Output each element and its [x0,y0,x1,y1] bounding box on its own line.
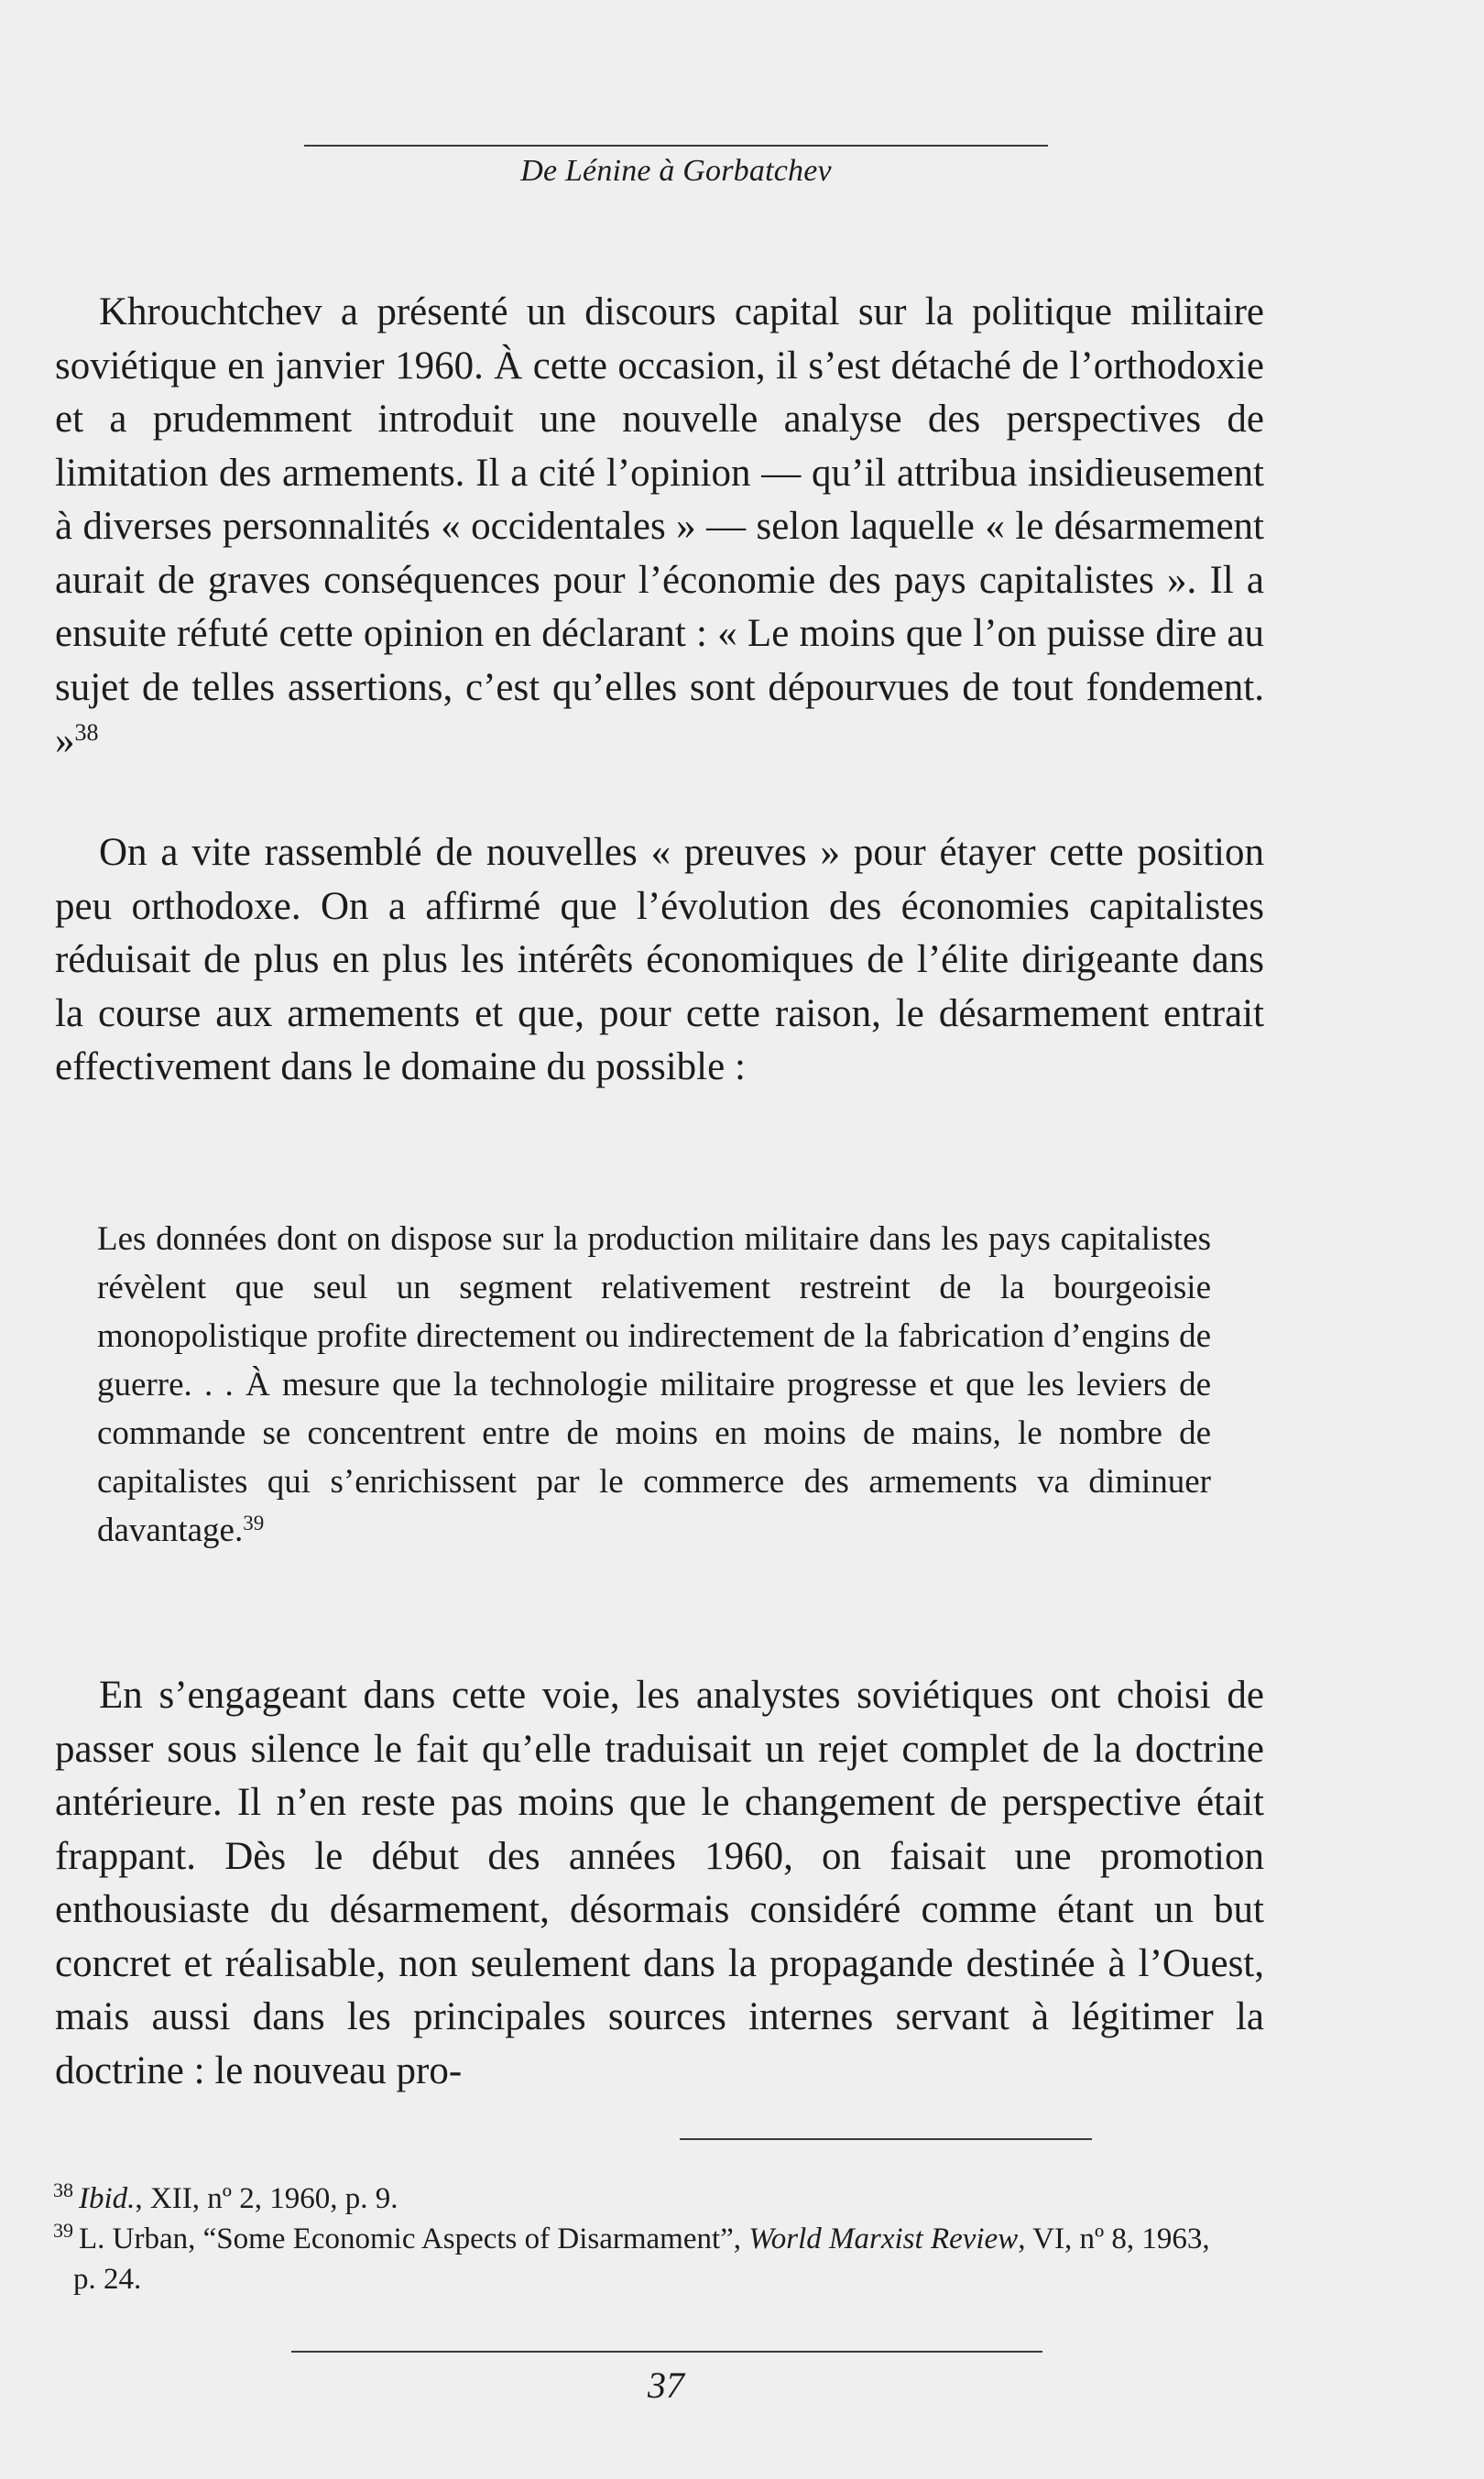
paragraph-3-text: En s’engageant dans cette voie, les analystes soviétiques ont choisi de passer sous silence le fait qu’elle traduisait un rejet complet de la doctrine antérieure. Il n’en reste pas moins que le changement de perspective était frappant. Dès le début des années 1960, on faisait une promotion enthousiaste du désarmement, désormais considéré comme étant un but concret et réalisable, non seulement dans la propagande destinée à l’Ouest, mais aussi dans les principales sources internes servant à légitimer la doctrine : le nouveau pro- [55,1674,1264,2092]
paragraph-1 [55,286,1264,769]
footnote-39-journal: World Marxist Review [748,2222,1019,2255]
footnote-38-text: , XII, nº 2, 1960, p. 9. [135,2182,398,2215]
running-title: De Lénine à Gorbatchev [520,154,832,188]
footnote-separator [680,2138,1092,2140]
footnotes [53,2179,1271,2299]
paragraph-3 [55,1669,1264,2098]
footnote-39-lead: L. Urban, “Some Economic Aspects of Disarmament”, [79,2222,749,2255]
footnote-39 [53,2219,1271,2259]
footnote-number: 38 [53,2179,73,2201]
footer-rule [291,2351,1042,2353]
footnote-39-continuation: p. 24. [73,2263,142,2296]
paragraph-1-text: Khrouchtchev a présenté un discours capital sur la politique militaire soviétique en janvier 1960. À cette occasion, il s’est détaché de l’orthodoxie et a prudemment introduit une nouvelle analyse des perspectives de limitation des armements. Il a cité l’opinion — qu’il attribua insidieusement à diverses personnalités « occidentales » — selon laquelle « le désarmement aurait de graves conséquences pour l’économie des pays capitalistes ». Il a ensuite réfuté cette opinion en déclarant : « Le moins que l’on puisse dire au sujet de telles assertions, c’est qu’elles sont dépourvues de tout fondement. » [55,290,1264,762]
footnote-number: 39 [53,2219,73,2242]
paragraph-2 [55,826,1264,1095]
footnote-ref-38: 38 [74,719,99,746]
footnote-ibid: Ibid. [79,2182,136,2215]
quotation-text: Les données dont on dispose sur la production militaire dans les pays capitalistes révèlent que seul un segment relativement restreint de la bourgeoisie monopolistique profite directement ou indirectement de la fabrication d’engins de guerre. . . À mesure que la technologie militaire progresse et que les leviers de commande se concentrent entre de moins en moins de mains, le nombre de capitalistes qui s’enrichissent par le commerce des armements va diminuer davantage. [97,1220,1211,1549]
footnote-ref-39: 39 [243,1512,265,1534]
footnote-39-rest: , VI, nº 8, 1963, [1018,2222,1210,2255]
header-rule [304,145,1048,147]
page-number: 37 [648,2364,684,2406]
footnote-38 [53,2179,1271,2219]
block-quotation [97,1215,1211,1555]
paragraph-2-text: On a vite rassemblé de nouvelles « preuves » pour étayer cette position peu orthodoxe. On a affirmé que l’évolution des économies capitalistes réduisait de plus en plus les intérêts économiques de l’élite dirigeante dans la course aux armements et que, pour cette raison, le désarmement entrait effectivement dans le domaine du possible : [55,831,1264,1088]
